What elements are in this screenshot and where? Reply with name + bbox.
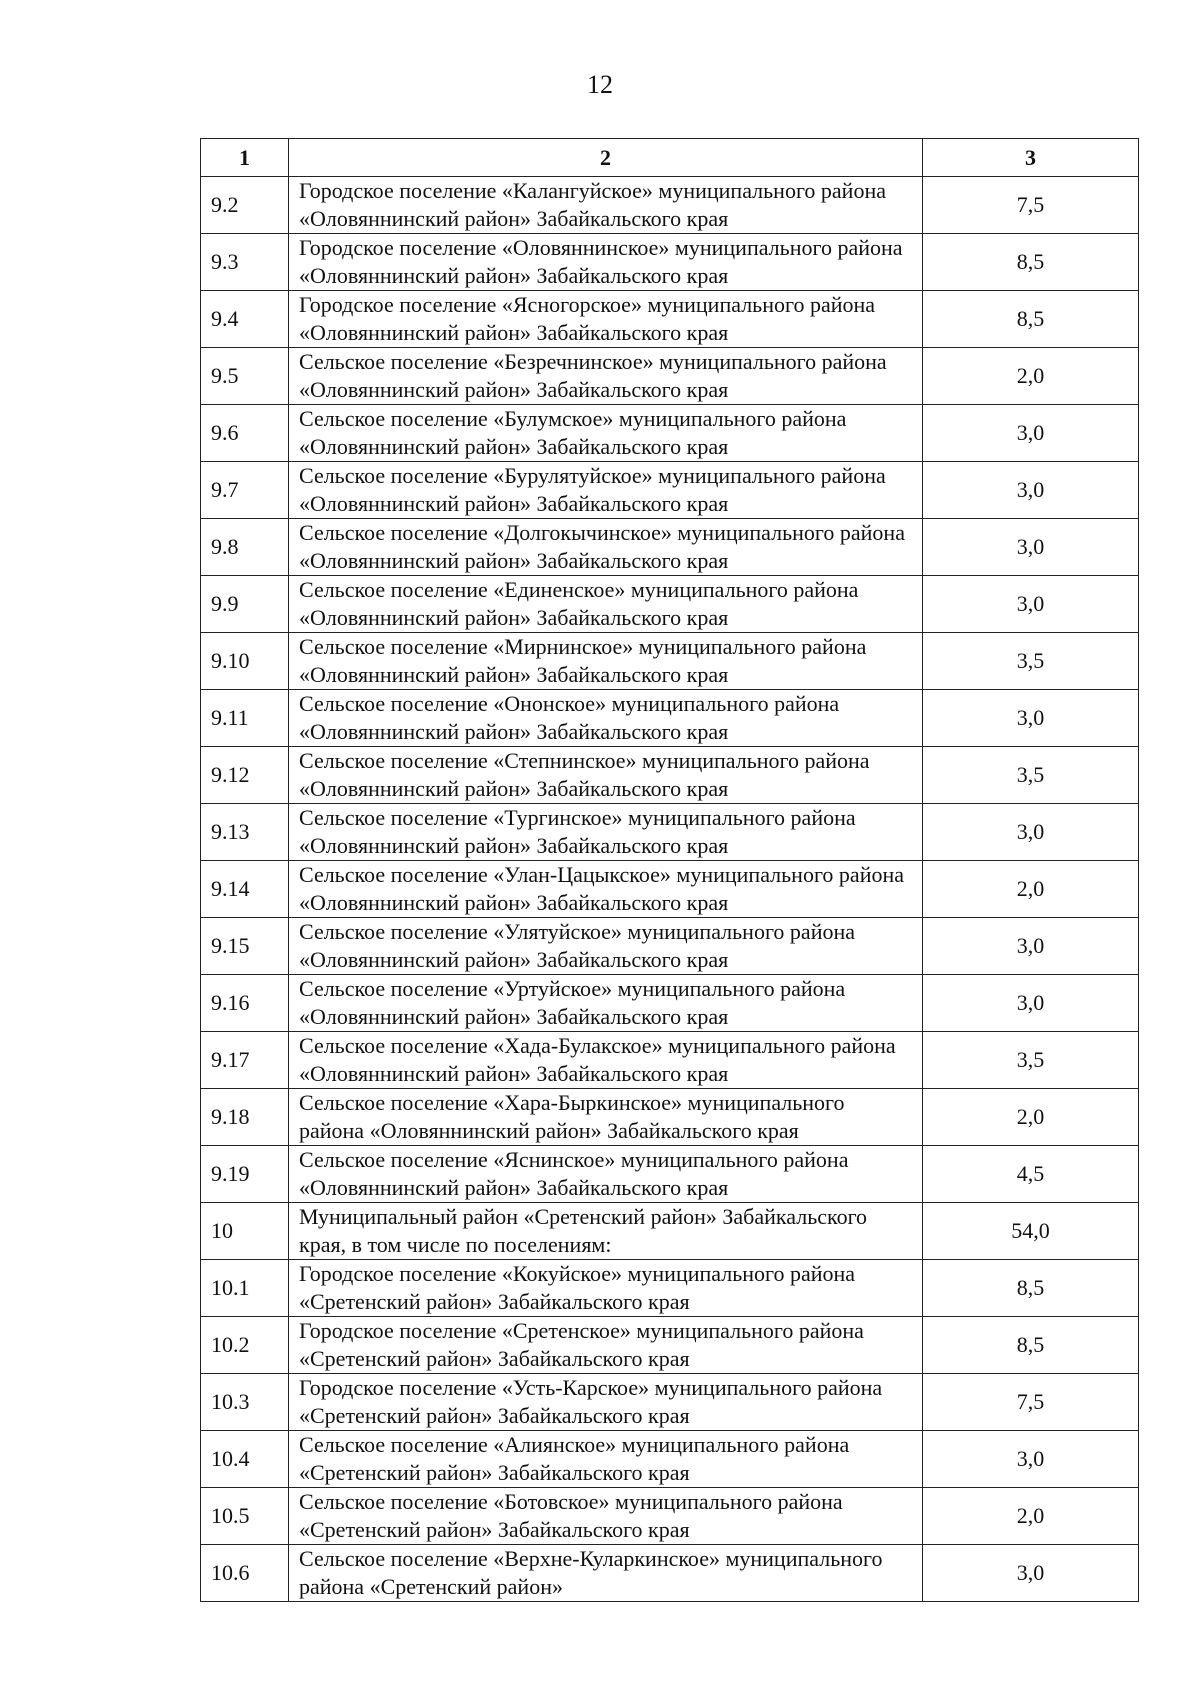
row-number-cell: 9.18: [201, 1089, 289, 1146]
settlement-name-cell: Сельское поселение «Ононское» муниципального района «Оловяннинский район» Забайкальского края: [289, 690, 923, 747]
settlement-name-cell: Муниципальный район «Сретенский район» Забайкальского края, в том числе по поселениям:: [289, 1203, 923, 1260]
value-cell: 8,5: [923, 234, 1139, 291]
settlement-name-cell: Городское поселение «Ясногорское» муниципального района «Оловяннинский район» Забайкальского края: [289, 291, 923, 348]
row-number-cell: 9.9: [201, 576, 289, 633]
value-cell: 3,0: [923, 975, 1139, 1032]
value-cell: 3,0: [923, 804, 1139, 861]
table-row: [201, 1146, 1139, 1203]
row-number-cell: 10.6: [201, 1545, 289, 1602]
column-header-3: 3: [923, 139, 1139, 177]
column-header-2: 2: [289, 139, 923, 177]
table-row: [201, 462, 1139, 519]
row-number-cell: 9.4: [201, 291, 289, 348]
row-number-cell: 10.3: [201, 1374, 289, 1431]
value-cell: 8,5: [923, 1260, 1139, 1317]
settlement-name-cell: Сельское поселение «Алиянское» муниципального района «Сретенский район» Забайкальского края: [289, 1431, 923, 1488]
settlement-name-cell: Сельское поселение «Булумское» муниципального района «Оловяннинский район» Забайкальского края: [289, 405, 923, 462]
row-number-cell: 9.19: [201, 1146, 289, 1203]
row-number-cell: 9.15: [201, 918, 289, 975]
table-row: [201, 690, 1139, 747]
table-row: [201, 1089, 1139, 1146]
value-cell: 3,0: [923, 519, 1139, 576]
value-cell: 3,0: [923, 405, 1139, 462]
settlement-name-cell: Сельское поселение «Улятуйское» муниципального района «Оловяннинский район» Забайкальского края: [289, 918, 923, 975]
value-cell: 8,5: [923, 1317, 1139, 1374]
settlement-name-cell: Сельское поселение «Ботовское» муниципального района «Сретенский район» Забайкальского края: [289, 1488, 923, 1545]
table-row: [201, 975, 1139, 1032]
table-row: [201, 1260, 1139, 1317]
row-number-cell: 9.13: [201, 804, 289, 861]
value-cell: 7,5: [923, 1374, 1139, 1431]
value-cell: 8,5: [923, 291, 1139, 348]
value-cell: 7,5: [923, 177, 1139, 234]
settlement-name-cell: Сельское поселение «Бурулятуйское» муниципального района «Оловяннинский район» Забайкальского края: [289, 462, 923, 519]
row-number-cell: 9.3: [201, 234, 289, 291]
row-number-cell: 9.8: [201, 519, 289, 576]
settlement-name-cell: Городское поселение «Калангуйское» муниципального района «Оловяннинский район» Забайкальского края: [289, 177, 923, 234]
row-number-cell: 10.4: [201, 1431, 289, 1488]
table-row: [201, 291, 1139, 348]
table-row: [201, 576, 1139, 633]
settlement-name-cell: Сельское поселение «Безречнинское» муниципального района «Оловяннинский район» Забайкальского края: [289, 348, 923, 405]
table-row: [201, 804, 1139, 861]
settlement-name-cell: Сельское поселение «Степнинское» муниципального района «Оловяннинский район» Забайкальского края: [289, 747, 923, 804]
table-row: [201, 348, 1139, 405]
table-row: [201, 633, 1139, 690]
row-number-cell: 9.14: [201, 861, 289, 918]
table-row: [201, 1545, 1139, 1602]
value-cell: 2,0: [923, 1089, 1139, 1146]
value-cell: 3,0: [923, 690, 1139, 747]
row-number-cell: 9.16: [201, 975, 289, 1032]
table-row: [201, 1431, 1139, 1488]
value-cell: 3,0: [923, 1431, 1139, 1488]
settlement-name-cell: Городское поселение «Сретенское» муниципального района «Сретенский район» Забайкальского края: [289, 1317, 923, 1374]
table-row: [201, 519, 1139, 576]
value-cell: 3,0: [923, 918, 1139, 975]
table-row: [201, 918, 1139, 975]
row-number-cell: 9.11: [201, 690, 289, 747]
value-cell: 3,5: [923, 1032, 1139, 1089]
table-row: [201, 405, 1139, 462]
table-row: [201, 1317, 1139, 1374]
settlement-name-cell: Сельское поселение «Уртуйское» муниципального района «Оловяннинский район» Забайкальского края: [289, 975, 923, 1032]
settlement-name-cell: Сельское поселение «Хара-Быркинское» муниципального района «Оловяннинский район» Забайкальского края: [289, 1089, 923, 1146]
settlement-name-cell: Сельское поселение «Единенское» муниципального района «Оловяннинский район» Забайкальского края: [289, 576, 923, 633]
row-number-cell: 10.1: [201, 1260, 289, 1317]
row-number-cell: 9.7: [201, 462, 289, 519]
row-number-cell: 9.2: [201, 177, 289, 234]
row-number-cell: 9.17: [201, 1032, 289, 1089]
row-number-cell: 9.12: [201, 747, 289, 804]
row-number-cell: 9.6: [201, 405, 289, 462]
row-number-cell: 10.2: [201, 1317, 289, 1374]
row-number-cell: 10: [201, 1203, 289, 1260]
settlement-name-cell: Городское поселение «Усть-Карское» муниципального района «Сретенский район» Забайкальского края: [289, 1374, 923, 1431]
settlement-name-cell: Сельское поселение «Яснинское» муниципального района «Оловяннинский район» Забайкальского края: [289, 1146, 923, 1203]
table-row: [201, 747, 1139, 804]
value-cell: 54,0: [923, 1203, 1139, 1260]
table-row: [201, 1203, 1139, 1260]
row-number-cell: 9.5: [201, 348, 289, 405]
settlement-name-cell: Сельское поселение «Улан-Цацыкское» муниципального района «Оловяннинский район» Забайкальского края: [289, 861, 923, 918]
allocation-table: [200, 138, 1139, 1602]
value-cell: 3,0: [923, 576, 1139, 633]
settlement-name-cell: Сельское поселение «Хада-Булакское» муниципального района «Оловяннинский район» Забайкальского края: [289, 1032, 923, 1089]
table-row: [201, 1488, 1139, 1545]
table-row: [201, 1032, 1139, 1089]
column-header-1: 1: [201, 139, 289, 177]
table-row: [201, 1374, 1139, 1431]
row-number-cell: 9.10: [201, 633, 289, 690]
settlement-name-cell: Сельское поселение «Мирнинское» муниципального района «Оловяннинский район» Забайкальского края: [289, 633, 923, 690]
value-cell: 2,0: [923, 861, 1139, 918]
settlement-name-cell: Сельское поселение «Тургинское» муниципального района «Оловяннинский район» Забайкальского края: [289, 804, 923, 861]
value-cell: 3,0: [923, 1545, 1139, 1602]
value-cell: 2,0: [923, 348, 1139, 405]
value-cell: 3,5: [923, 747, 1139, 804]
value-cell: 4,5: [923, 1146, 1139, 1203]
settlement-name-cell: Сельское поселение «Верхне-Куларкинское» муниципального района «Сретенский район»: [289, 1545, 923, 1602]
table-body: [201, 177, 1139, 1602]
table-row: [201, 234, 1139, 291]
settlement-name-cell: Городское поселение «Оловяннинское» муниципального района «Оловяннинский район» Забайкальского края: [289, 234, 923, 291]
row-number-cell: 10.5: [201, 1488, 289, 1545]
value-cell: 3,5: [923, 633, 1139, 690]
table-row: [201, 861, 1139, 918]
table-row: [201, 177, 1139, 234]
settlement-name-cell: Городское поселение «Кокуйское» муниципального района «Сретенский район» Забайкальского края: [289, 1260, 923, 1317]
settlement-name-cell: Сельское поселение «Долгокычинское» муниципального района «Оловяннинский район» Забайкальского края: [289, 519, 923, 576]
table-header-row: [201, 139, 1139, 177]
value-cell: 2,0: [923, 1488, 1139, 1545]
page-number: 12: [587, 70, 613, 99]
value-cell: 3,0: [923, 462, 1139, 519]
